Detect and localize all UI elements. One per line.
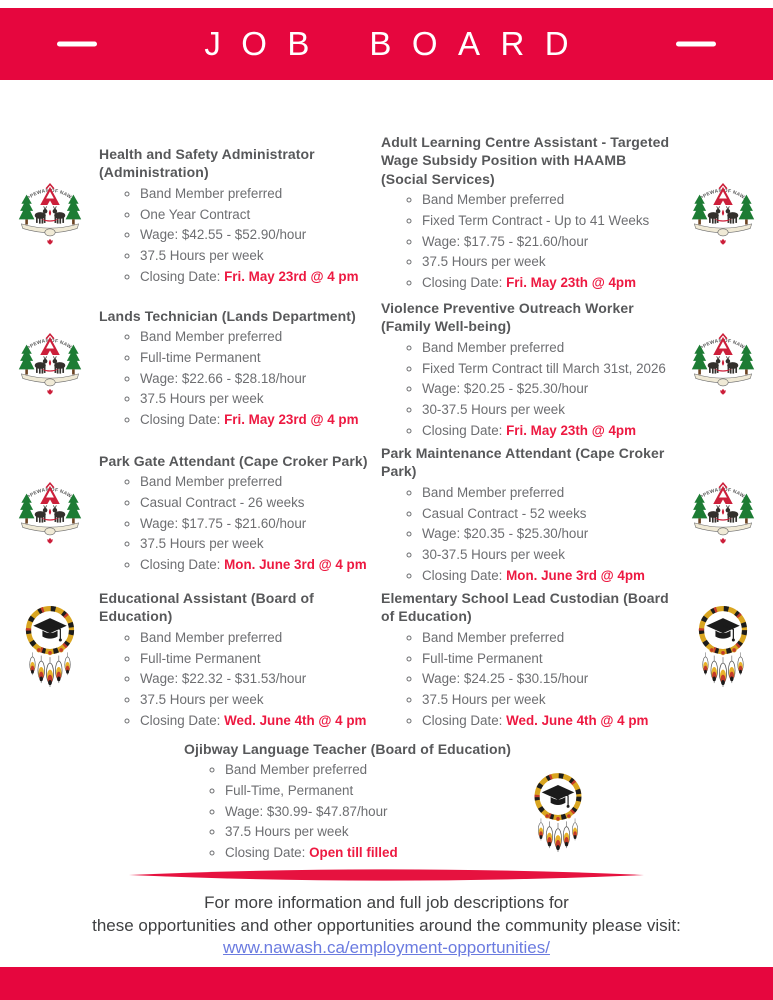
logo-cell: [673, 299, 773, 400]
logo-cell: [0, 444, 99, 549]
closing-value: Fri. May 23rd @ 4 pm: [224, 268, 359, 284]
job-title: Park Gate Attendant (Cape Croker Park): [99, 453, 368, 469]
closing-value: Mon. June 3rd @ 4 pm: [224, 557, 367, 573]
board-of-education-logo: [527, 766, 589, 866]
job-details: [381, 484, 671, 584]
nawash-first-nation-logo: [11, 177, 89, 250]
job-row: [0, 444, 773, 589]
job-row: [0, 299, 773, 444]
job-detail: ◦ 30-37.5 Hours per week: [422, 546, 671, 563]
job-detail: ◦ Band Member preferred: [140, 185, 375, 202]
bottom-red-bar: [0, 967, 773, 1000]
header-banner: [0, 8, 773, 80]
job-detail: ◦ Wage: $20.35 - $25.30/hour: [422, 525, 671, 542]
closing-label: Closing Date:: [422, 422, 503, 438]
job-detail: ◦ Wage: $17.75 - $21.60/hour: [422, 233, 671, 250]
footer: [0, 892, 773, 960]
job-closing-date: [140, 712, 375, 729]
job-details: [99, 185, 375, 285]
job-detail: ◦ Band Member preferred: [140, 328, 375, 345]
closing-value: Fri. May 23rd @ 4 pm: [224, 412, 359, 428]
job-title: Adult Learning Centre Assistant - Targeted Wage Subsidy Position with HAAMB (Social Services): [381, 134, 670, 187]
job-detail: ◦ Band Member preferred: [422, 339, 671, 356]
job-details: [99, 629, 375, 729]
job-listing-health-safety-administrator: [99, 133, 381, 288]
job-detail: ◦ Band Member preferred: [140, 473, 375, 490]
logo-cell: [0, 133, 99, 250]
job-title: Ojibway Language Teacher (Board of Education): [183, 741, 512, 757]
job-detail: ◦ Wage: $22.66 - $28.18/hour: [140, 370, 375, 387]
job-detail: ◦ Band Member preferred: [225, 761, 511, 778]
job-detail: ◦ Full-time Permanent: [140, 650, 375, 667]
job-listing-ojibway-language-teacher: [184, 740, 511, 866]
job-detail: ◦ 37.5 Hours per week: [140, 390, 375, 407]
closing-value: Fri. May 23th @ 4pm: [506, 275, 637, 291]
closing-label: Closing Date:: [224, 845, 306, 861]
job-title: Lands Technician (Lands Department): [99, 308, 356, 324]
logo-cell: [673, 133, 773, 250]
job-detail: ◦ Wage: $17.75 - $21.60/hour: [140, 515, 375, 532]
logo-cell: [673, 589, 773, 697]
job-listing-adult-learning-centre-assistant: [381, 133, 673, 295]
job-details: [99, 328, 375, 428]
job-listing-lands-technician: [99, 299, 381, 432]
job-listing-violence-preventive-outreach-worker: [381, 299, 673, 442]
job-detail: ◦ Wage: $20.25 - $25.30/hour: [422, 380, 671, 397]
closing-value: Fri. May 23th @ 4pm: [506, 422, 637, 438]
job-detail: ◦ Casual Contract - 26 weeks: [140, 494, 375, 511]
job-detail: ◦ Band Member preferred: [422, 191, 671, 208]
logo-cell: [0, 299, 99, 400]
job-listing-educational-assistant: [99, 589, 381, 732]
closing-label: Closing Date:: [140, 557, 221, 573]
job-detail: ◦ 30-37.5 Hours per week: [422, 401, 671, 418]
job-closing-date: [140, 411, 375, 428]
job-details: [381, 629, 671, 729]
job-detail: ◦ 37.5 Hours per week: [422, 691, 671, 708]
footer-line-1: For more information and full job descriptions for: [204, 893, 569, 912]
job-detail: ◦ 37.5 Hours per week: [140, 691, 375, 708]
job-title: Health and Safety Administrator (Administration): [99, 146, 315, 181]
job-title: Elementary School Lead Custodian (Board of Education): [381, 590, 669, 625]
job-title: Violence Preventive Outreach Worker (Family Well-being): [381, 300, 634, 335]
job-detail: ◦ 37.5 Hours per week: [422, 253, 671, 270]
job-detail: ◦ Band Member preferred: [422, 484, 671, 501]
nawash-first-nation-logo: [684, 327, 762, 400]
job-detail: ◦ Band Member preferred: [422, 629, 671, 646]
job-detail: ◦ 37.5 Hours per week: [140, 535, 375, 552]
job-detail: ◦ Band Member preferred: [140, 629, 375, 646]
closing-value: Wed. June 4th @ 4 pm: [506, 712, 649, 728]
closing-label: Closing Date:: [422, 567, 503, 583]
job-listing-park-maintenance-attendant: [381, 444, 673, 587]
job-closing-date: [422, 422, 671, 439]
logo-cell: [0, 589, 99, 697]
logo-cell: [673, 444, 773, 549]
job-detail: ◦ Wage: $42.55 - $52.90/hour: [140, 226, 375, 243]
job-detail: ◦ 37.5 Hours per week: [225, 823, 511, 840]
job-detail: ◦ Fixed Term Contract - Up to 41 Weeks: [422, 212, 671, 229]
page-title: JOB BOARD: [204, 25, 590, 62]
nawash-first-nation-logo: [11, 327, 89, 400]
job-detail: ◦ Wage: $30.99- $47.87/hour: [225, 803, 511, 820]
job-row-centered: [0, 740, 773, 866]
job-detail: ◦ Full-Time, Permanent: [225, 782, 511, 799]
job-details: [381, 339, 671, 439]
closing-value: Mon. June 3rd @ 4pm: [506, 567, 645, 583]
job-detail: ◦ Wage: $22.32 - $31.53/hour: [140, 670, 375, 687]
closing-label: Closing Date:: [140, 268, 221, 284]
board-of-education-logo: [691, 603, 755, 697]
job-detail: ◦ Wage: $24.25 - $30.15/hour: [422, 670, 671, 687]
job-detail: ◦ One Year Contract: [140, 206, 375, 223]
closing-value: Open till filled: [309, 845, 398, 861]
job-closing-date: [422, 274, 671, 291]
closing-value: Wed. June 4th @ 4 pm: [224, 712, 367, 728]
job-details: [99, 473, 375, 573]
job-title: Park Maintenance Attendant (Cape Croker Park): [381, 445, 665, 480]
job-closing-date: [422, 567, 671, 584]
job-detail: ◦ Casual Contract - 52 weeks: [422, 505, 671, 522]
closing-label: Closing Date:: [422, 275, 503, 291]
closing-label: Closing Date:: [140, 712, 221, 728]
job-row: [0, 133, 773, 299]
board-of-education-logo: [18, 603, 82, 697]
job-row: [0, 589, 773, 743]
job-listing-elementary-school-lead-custodian: [381, 589, 673, 732]
job-closing-date: [140, 268, 375, 285]
closing-label: Closing Date:: [140, 412, 221, 428]
nawash-first-nation-logo: [684, 177, 762, 250]
footer-line-2: these opportunities and other opportunities around the community please visit:: [92, 915, 681, 935]
job-closing-date: [422, 712, 671, 729]
red-swoosh-divider: [129, 869, 644, 881]
header-dash-right-icon: [676, 42, 716, 47]
job-detail: ◦ Full-time Permanent: [140, 349, 375, 366]
nawash-first-nation-logo: [11, 476, 89, 549]
job-detail: ◦ 37.5 Hours per week: [140, 247, 375, 264]
nawash-first-nation-logo: [684, 476, 762, 549]
job-listing-park-gate-attendant: [99, 444, 381, 577]
header-dash-left-icon: [57, 42, 97, 47]
job-closing-date: [140, 556, 375, 573]
job-details: [184, 761, 511, 861]
job-detail: ◦ Full-time Permanent: [422, 650, 671, 667]
jobs-grid: [0, 133, 773, 743]
job-closing-date: [225, 844, 511, 861]
job-title: Educational Assistant (Board of Education): [99, 590, 314, 625]
job-details: [381, 191, 671, 291]
employment-opportunities-link[interactable]: www.nawash.ca/employment-opportunities/: [223, 938, 550, 958]
job-detail: ◦ Fixed Term Contract till March 31st, 2026: [422, 360, 671, 377]
closing-label: Closing Date:: [422, 712, 503, 728]
